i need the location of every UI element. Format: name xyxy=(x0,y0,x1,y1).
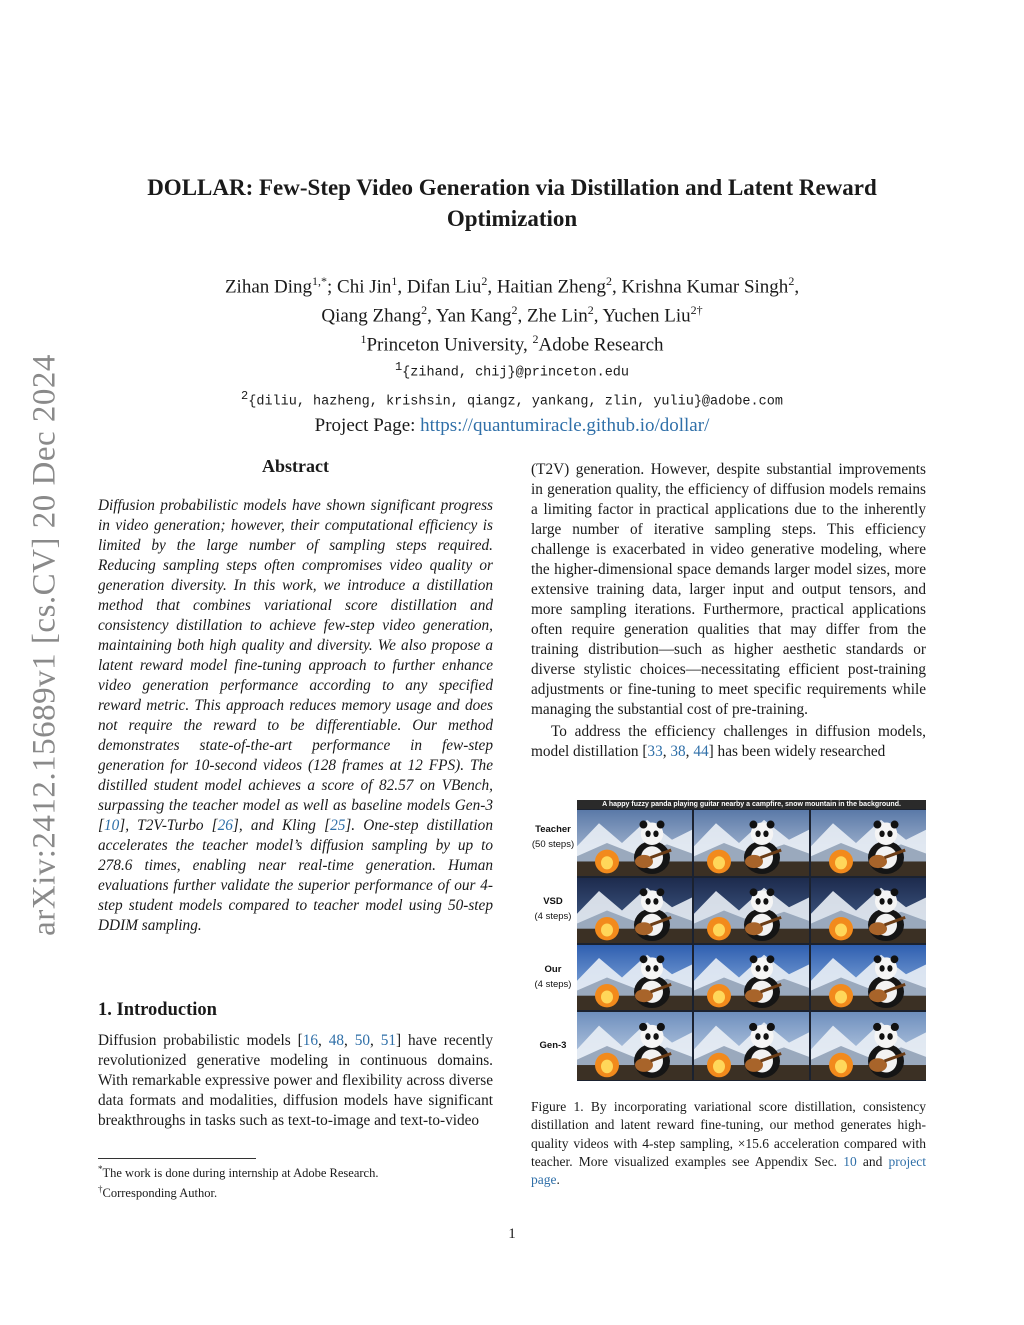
affiliations: $^1$Princeton University, $^2$Adobe Research xyxy=(360,331,664,355)
abstract-text: Diffusion probabilistic models have shown significant progress in video generation; however, their computational efficiency is limited by the large number of sampling steps required. Reducing sampling steps often compromises video quality or generation diversity. In this work, we introduce a distillation method that combines variational score distillation and consistency distillation to achieve few-step video generation, maintaining both high quality and diversity. We also propose a latent reward model fine-tuning approach to further enhance video generation performance according to any specified reward metric. This approach reduces memory usage and does not require the reward to be differentiable. Our method demonstrates state-of-the-art performance in few-step generation for 10-second videos (128 frames at 12 FPS). The distilled student model achieves a score of 82.57 on VBench, surpassing the teacher model as well as baseline models Gen-3 [10], T2V-Turbo [26], and Kling [25]. One-step distillation accelerates the teacher model’s diffusion sampling by up to 278.6 times, enabling near real-time generation. Human evaluations further validate the superior performance of our 4-step student models compared to teacher model using 50-step DDIM sampling. xyxy=(98,497,493,934)
author-affiliation-mark: 1 xyxy=(391,274,398,288)
video-frame xyxy=(694,810,809,876)
author-name: Zhe Lin xyxy=(527,305,588,327)
author-affiliation-mark: 1,* xyxy=(312,274,328,288)
author-line-2: Qiang Zhang$^2$, Yan Kang$^2$, Zhe Lin$^2$, Yuchen Liu$^{2\dagger}$ xyxy=(321,302,703,327)
row-label-gen3: Gen-3 xyxy=(539,1040,567,1051)
author-affiliation-mark: 2 xyxy=(788,274,795,288)
video-frame-grid xyxy=(577,800,926,1081)
author-affiliation-mark: 2 xyxy=(421,302,428,317)
citation-link[interactable]: 51 xyxy=(380,1032,397,1049)
video-frame xyxy=(811,878,926,943)
author-affiliation-mark: 2† xyxy=(690,302,703,317)
figure-1 xyxy=(527,800,927,1082)
author-name: Qiang Zhang xyxy=(321,305,422,327)
project-page-link[interactable]: project page xyxy=(531,1153,926,1188)
title-line-2: Optimization xyxy=(446,206,578,231)
footnote-rule xyxy=(98,1158,256,1159)
paper-title xyxy=(120,172,904,234)
video-frame xyxy=(577,945,692,1010)
row-label-our: Our (4 steps) xyxy=(534,964,572,990)
figure-1-caption: Figure 1. By incorporating variational score distillation, consistency distillation and latent reward fine-tuning, our method generates high-quality videos with 4-step sampling, ×15.6 acceleration compared with teacher. More visualized examples see Appendix Sec. 10 and project page. xyxy=(531,1099,926,1188)
citation-link[interactable]: 16 xyxy=(302,1032,319,1049)
author-affiliation-mark: 2 xyxy=(511,302,518,317)
citation-link[interactable]: 38 xyxy=(670,743,686,760)
page-number: 1 xyxy=(508,1226,516,1242)
left-column xyxy=(98,456,493,1131)
affiliation-princeton: Princeton University, xyxy=(366,333,533,355)
row-label-teacher: Teacher (50 steps) xyxy=(531,824,575,850)
author-name: Yan Kang xyxy=(435,305,512,327)
author-name: Zihan Ding xyxy=(224,276,313,298)
citation-link[interactable]: 50 xyxy=(354,1032,371,1049)
citation-link[interactable]: 25 xyxy=(330,817,346,834)
title-line-1: DOLLAR: Few-Step Video Generation via Distillation and Latent Reward xyxy=(147,175,877,200)
arxiv-identifier-text: arXiv:2412.15689v1 [cs.CV] 20 Dec 2024 xyxy=(26,354,63,936)
affiliation-adobe: Adobe Research xyxy=(538,333,664,355)
author-name: Haitian Zheng xyxy=(496,276,607,298)
email-line-2: $^2${diliu, hazheng, krishsin, qiangz, yankang, zlin, yuliu}@adobe.com xyxy=(241,389,783,410)
footnotes xyxy=(98,1161,493,1201)
video-frame xyxy=(577,810,692,876)
author-name: Yuchen Liu xyxy=(602,305,691,327)
video-frame xyxy=(811,1012,926,1080)
introduction-paragraph-1: Diffusion probabilistic models [16, 48, 50, 51] have recently revolutionized generative modeling in continuous domains. With remarkable expressive power and flexibility across diverse data formats and modalities, diffusion models have significant breakthroughs in tasks such as text-to-image and text-to-video xyxy=(98,1032,493,1129)
project-page: Project Page: https://quantumiracle.github.io/dollar/ xyxy=(314,415,710,437)
introduction-heading: 1. Introduction xyxy=(98,1000,217,1020)
citation-link[interactable]: 48 xyxy=(328,1032,345,1049)
citation-link[interactable]: 10 xyxy=(103,817,120,834)
project-page-link[interactable]: https://quantumiracle.github.io/dollar/ xyxy=(420,415,710,437)
citation-link[interactable]: 26 xyxy=(217,817,233,834)
video-frame xyxy=(811,810,926,876)
video-frame xyxy=(694,1012,809,1080)
author-affiliation-mark: 2 xyxy=(587,302,594,317)
arxiv-identifier xyxy=(10,350,80,940)
email-line-1: $^1${zihand, chij}@princeton.edu xyxy=(394,360,630,381)
author-line-1: Zihan Ding$^{1,*}$; Chi Jin$^1$, Difan Liu$^2$, Haitian Zheng$^2$, Krishna Kumar Singh$^2$, xyxy=(224,274,800,298)
citation-link[interactable]: 33 xyxy=(647,743,663,760)
video-frame xyxy=(694,945,809,1010)
footnote-corresponding: †Corresponding Author. xyxy=(98,1184,218,1201)
introduction-paragraph-1-continued: (T2V) generation. However, despite substantial improvements in generation quality, the efficiency of diffusion models remains a limiting factor in practical applications due to the inherently large number of iterative sampling steps. This efficiency challenge is exacerbated in video generative modeling, where the higher-dimensional space demands larger model sizes, more extensive training data, larger input and output tensors, and more sampling iterations. Furthermore, practical applications often require generation qualities that may differ from the training distribution—such as higher aesthetic standards or diverse stylistic choices—necessitating efficient post-training adjustments or fine-tuning to meet specific requirements while managing the substantial cost of pre-training. xyxy=(531,461,926,718)
author-affiliation-mark: 2 xyxy=(606,274,613,288)
right-column xyxy=(531,460,926,762)
figure-prompt: A happy fuzzy panda playing guitar nearby a campfire, snow mountain in the background. xyxy=(577,800,926,809)
row-label-vsd: VSD (4 steps) xyxy=(534,896,572,922)
video-frame xyxy=(811,945,926,1010)
citation-link[interactable]: 44 xyxy=(693,743,709,760)
video-frame xyxy=(577,1012,692,1080)
author-block xyxy=(140,270,884,438)
author-name: Difan Liu xyxy=(406,276,482,298)
introduction-paragraph-2: To address the efficiency challenges in diffusion models, model distillation [33, 38, 44] has been widely researched xyxy=(531,723,926,760)
author-affiliation-mark: 2 xyxy=(481,274,488,288)
author-name: Chi Jin xyxy=(337,276,392,298)
video-frame xyxy=(694,878,809,943)
video-frame xyxy=(577,878,692,943)
author-name: Krishna Kumar Singh xyxy=(621,276,789,298)
footnote-internship: *The work is done during internship at Adobe Research. xyxy=(98,1164,379,1181)
appendix-link[interactable]: 10 xyxy=(843,1153,857,1169)
abstract-heading: Abstract xyxy=(262,456,329,476)
